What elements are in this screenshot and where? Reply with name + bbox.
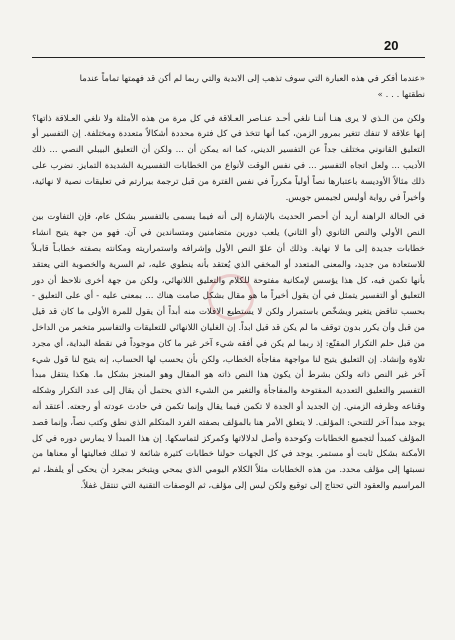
paragraph: في الحالة الراهنة أريد أن أحصر الحديث بالإشارة إلى أنه فيما يسمى بالتفسير بشكل عام، فإن التفاوت بين النص الأولي والنص الثانوي (أو الثاني) يلعب دورين متضامنين ومتساندين في آن. فهو من جهة يتيح انشاء خطابات جديدة إلى ما لا نهاية. وذلك أن علوّ النص الأول وإشرافه واستمراريته ومكانته بصفته خطابـاً قابـلاً للاستعادة من جديد، والمعنى المتعدد أو المخفي الذي يُعتقد بأنه ينطوي عليه، ثم السرية والخصوبة التي يعتقد بأنها تكمن فيه، كل هذا يؤسس لإمكانية مفتوحة للكلام والتعليق اللانهائي، ولكن من جهة أخرى نلاحظ أن دور التعليق أو التفسير يتمثل في أن يقول أخيراً ما هو مقال بشكل صامت هناك ... بمعنى عليه - أي على التعليق - بحسب تناقض يتغير ويشخّص باستمرار ولكن لا يستطيع الافلات منه أبداً أن يقول للمرة الأولى ما كان قد قيل من قبل وأن يكرر بدون توقف ما لم يكن قد قيل ابداً. إن الغليان اللانهائي للتعليقات والتفاسير متخمر من الداخل من قبل حلم التكرار المقنّع: إذ ربما لم يكن في أفقه شيء آخر غير ما كان موجوداً في نقطة البداية، أي مجرد تلاوة وإنشاد. إن التعليق يتيح لنا مواجهة مفاجأة الخطاب، ولكن بأن يحسب لها الحساب، إنه يتيح لنا قول شيء آخر غير النص ذاته ولكن بشرط أن يكون هذا النص ذاته هو المقال وهو المنجز بشكل ما. هكذا ينتقل مبدأ التفسير والتعليق التعددية المفتوحة والمفاجأة والتغير من الشيء الذي يحتمل أن يقال إلى عدد التكرار وشكله وقناعه وظرفه الزمني. إن الجديد أو الجدة لا تكمن فيما يقال وإنما تكمن في حادث عودته أو رجعته. أعتقد أنه يوجد مبدأ آخر للتنحي: المؤلف. لا يتعلق الأمر هنا بالمؤلف بصفته الفرد المتكلم الذي نطق وكتب نصاً، وإنما قصد المؤلف كمبدأ لتجميع الخطابات وكوحدة وأصل لدلالاتها وكمركز لتماسكها. إن هذا المبدأ لا يمارس دوره في كل الأمكنة بشكل ثابت أو مستمر. يوجد في كل الجهات حولنا خطابات كثيرة شائعة لا تملك فعاليتها أو معناها من نسبتها إلى مؤلف محدد. من هذه الخطابات مثلاً الكلام اليومي الذي يمحي ويتبخر بمجرد أن يحكى أو يلفظ، ثم المراسيم والعقود التي تحتاج إلى توقيع ولكن ليس إلى مؤلف، ثم الوصفات التقنية التي تنتقل غفلاً. [32,212,425,491]
paragraph: ولكن من الـذي لا يرى هنـا أننـا نلغي أحـد عنـاصر العـلاقة في كل مرة من هذه الأمثلة ولا نلغي العـلاقة ذاتها؟ إنها علاقة لا تنفك تتغير بمرور الزمن، كما أنها تتخذ في كل فترة محددة أشكالاً متعددة ومختلفة. إن التفسير أو التعليق القانوني مختلف جداً عن التفسير الديني، كما انه يمكن أن ... ولكن أن التعليق البيبلي النصي ... ذلك الأديب ... ولعل اتجاه التفسير ... في نفس الوقت لأنواع من الخطابات التفسيرية الشديدة التمايز. نضرب على ذلك مثالاً الأوديسة باعتبارها نصاً أولياً مكرراً في نفس الفترة من قبل ترجمة بيرارتم في تعليقات نصية لا نهائية، وأخيراً في رواية أوليس لجيمس جويس. [32,113,425,203]
page-number: 20 [384,38,399,53]
body-text [32,66,425,495]
quote-line: «عندما أفكر في هذه العبارة التي سوف تذهب إلى الابدية والتي ربما لم أكن قد فهمتها تماماً عندما [79,74,425,84]
quote-line-end: نطقتها . . . » [377,89,425,100]
header-rule [32,57,425,58]
